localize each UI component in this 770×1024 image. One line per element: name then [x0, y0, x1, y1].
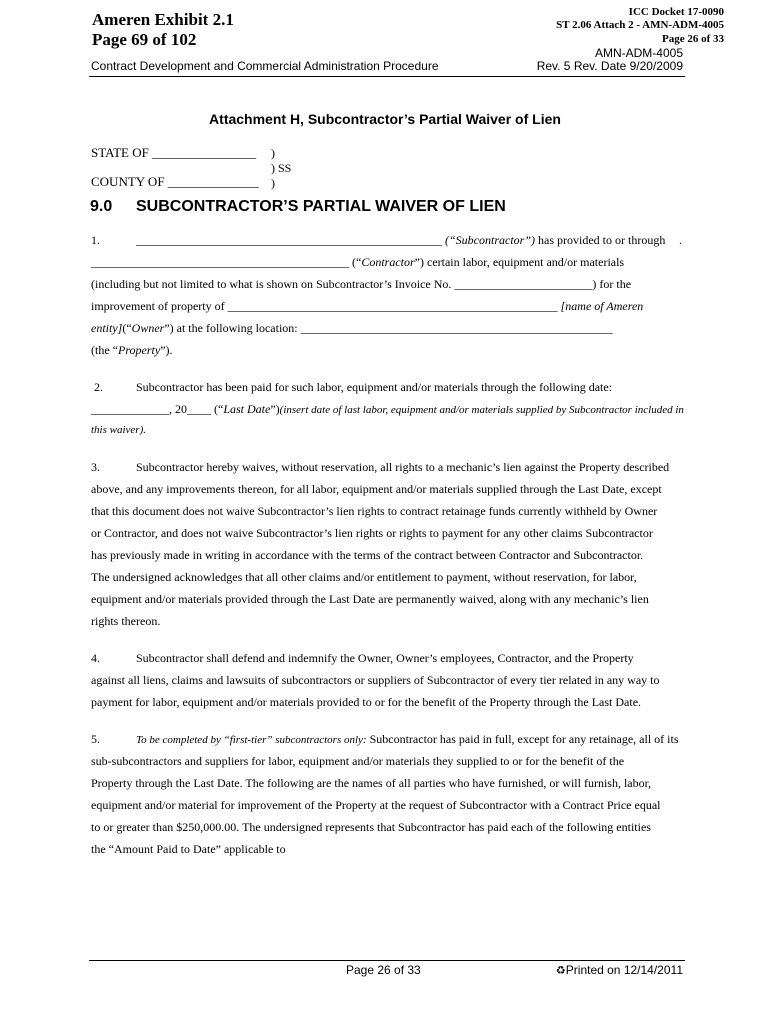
p4-line: Subcontractor shall defend and indemnify the Owner, Owner’s employees, Contractor, and the Property	[136, 651, 634, 665]
p1-number: 1.	[91, 233, 100, 247]
venue-paren: )	[271, 146, 275, 160]
last-date-instruction: (insert date of last labor, equipment and/or materials supplied by Subcontractor included in	[279, 404, 684, 416]
p1-line4-text: improvement of property of _______________________________________________________	[91, 299, 561, 313]
p4-line: payment for labor, equipment and/or materials provided to or for the benefit of the Property through the Last Date.	[91, 695, 642, 709]
contractor-blank: ___________________________________________	[91, 255, 349, 269]
exhibit-page: Page 69 of 102	[92, 30, 197, 49]
footer-printed-date: Printed on 12/14/2011	[565, 963, 683, 977]
p1-line2	[91, 255, 624, 270]
p1-line4	[91, 299, 643, 314]
p1-line1-text: has provided to or through	[535, 233, 666, 247]
p4-line: against all liens, claims and lawsuits of subcontractors or suppliers of Subcontractor of every tier related in any way to	[91, 673, 660, 687]
p3-number: 3.	[91, 460, 100, 474]
header-procedure: Contract Development and Commercial Administration Procedure	[91, 59, 439, 73]
p1-line1	[136, 233, 665, 248]
header-rule	[89, 76, 685, 77]
p3-line: equipment and/or materials provided through the Last Date are permanently waived, along with any mechanic’s lien	[91, 592, 649, 606]
p3-line: above, and any improvements thereon, for all labor, equipment and/or materials supplied through the Last Date, except	[91, 482, 662, 496]
p1-line2-text: ”) certain labor, equipment and/or materials	[414, 255, 625, 269]
section-title: SUBCONTRACTOR’S PARTIAL WAIVER OF LIEN	[136, 198, 506, 215]
p1-line6-post: ”).	[160, 343, 173, 357]
p3-line: rights thereon.	[91, 614, 161, 628]
p3-line: has previously made in writing in accordance with the terms of the contract between Contractor and Subcontractor.	[91, 548, 644, 562]
ameren-entity-term-end: entity]	[91, 321, 123, 335]
last-date-blank: _____________, 20____ (“	[91, 402, 224, 416]
p5-line1-text: Subcontractor has paid in full, except for any retainage, all of its	[366, 732, 679, 746]
p3-line: or Contractor, and does not waive Subcontractor’s lien rights or rights to payment for any other claims Subcontractor	[91, 526, 653, 540]
p1-line5	[91, 321, 613, 336]
p5-line: Property through the Last Date. The following are the names of all parties who have furnished, or will furnish, labor,	[91, 776, 652, 790]
footer-rule	[89, 960, 685, 961]
p2-number: 2.	[94, 380, 103, 394]
p5-line: the “Amount Paid to Date” applicable to	[91, 842, 286, 856]
docket-page: Page 26 of 33	[661, 33, 724, 45]
venue-county: COUNTY OF ______________	[91, 174, 259, 189]
docket-number: ICC Docket 17-0090	[628, 6, 724, 18]
p2-line3: this waiver).	[91, 424, 146, 436]
p2-line2	[91, 402, 684, 417]
p2-line1: Subcontractor has been paid for such labor, equipment and/or materials through the following date:	[136, 380, 613, 394]
p5-line: to or greater than $250,000.00. The undersigned represents that Subcontractor has paid each of the following entities	[91, 820, 651, 834]
contractor-term: Contractor	[361, 255, 415, 269]
venue-paren: )	[271, 176, 275, 190]
footer-printed	[556, 963, 683, 977]
footer-page: Page 26 of 33	[346, 963, 421, 977]
p1-line6	[91, 343, 173, 358]
p3-line: that this document does not waive Subcontractor’s lien rights to contract retainage funds currently withheld by Owner	[91, 504, 658, 518]
p2-line2-close: ”)	[270, 402, 280, 416]
p1-line1-dot: .	[679, 233, 682, 247]
ameren-entity-term: [name of Ameren	[560, 299, 644, 313]
header-revision: Rev. 5 Rev. Date 9/20/2009	[536, 59, 683, 73]
property-term: Property	[117, 343, 161, 357]
owner-term: Owner	[131, 321, 165, 335]
p5-line: equipment and/or material for improvement of the Property at the request of Subcontractor with a Contract Price equal	[91, 798, 661, 812]
subcontractor-blank: ___________________________________________________	[136, 233, 442, 247]
last-date-term: Last Date	[223, 402, 271, 416]
recycle-icon: ♻	[555, 965, 566, 977]
subcontractor-term: (“Subcontractor”)	[445, 233, 535, 247]
p5-line: sub-subcontractors and suppliers for labor, equipment and/or materials they supplied to or for the benefit of the	[91, 754, 625, 768]
p3-line: Subcontractor hereby waives, without reservation, all rights to a mechanic’s lien against the Property described	[136, 460, 670, 474]
docket-attachment: ST 2.06 Attach 2 - AMN-ADM-4005	[556, 19, 724, 31]
p1-line5-text: ”) at the following location: ____________________________________________________	[164, 321, 613, 335]
p1-line2-pre: (“	[349, 255, 362, 269]
header-doc-id: AMN-ADM-4005	[594, 46, 683, 60]
exhibit-title: Ameren Exhibit 2.1	[92, 10, 234, 29]
p1-line3: (including but not limited to what is shown on Subcontractor’s Invoice No. _______________________) for the	[91, 277, 632, 291]
p4-number: 4.	[91, 651, 100, 665]
section-number: 9.0	[90, 198, 113, 215]
p5-line1	[136, 732, 679, 747]
first-tier-instruction: To be completed by “first-tier” subcontractors only:	[136, 734, 367, 746]
attachment-title: Attachment H, Subcontractor’s Partial Waiver of Lien	[209, 111, 561, 127]
p5-number: 5.	[91, 732, 100, 746]
venue-ss: ) SS	[271, 161, 292, 175]
p3-line: The undersigned acknowledges that all other claims and/or entitlement to payment, without reservation, for labor,	[91, 570, 637, 584]
p1-line5-pre: (“	[122, 321, 132, 335]
p1-line6-pre: (the “	[91, 343, 118, 357]
venue-state: STATE OF ________________	[91, 145, 257, 160]
